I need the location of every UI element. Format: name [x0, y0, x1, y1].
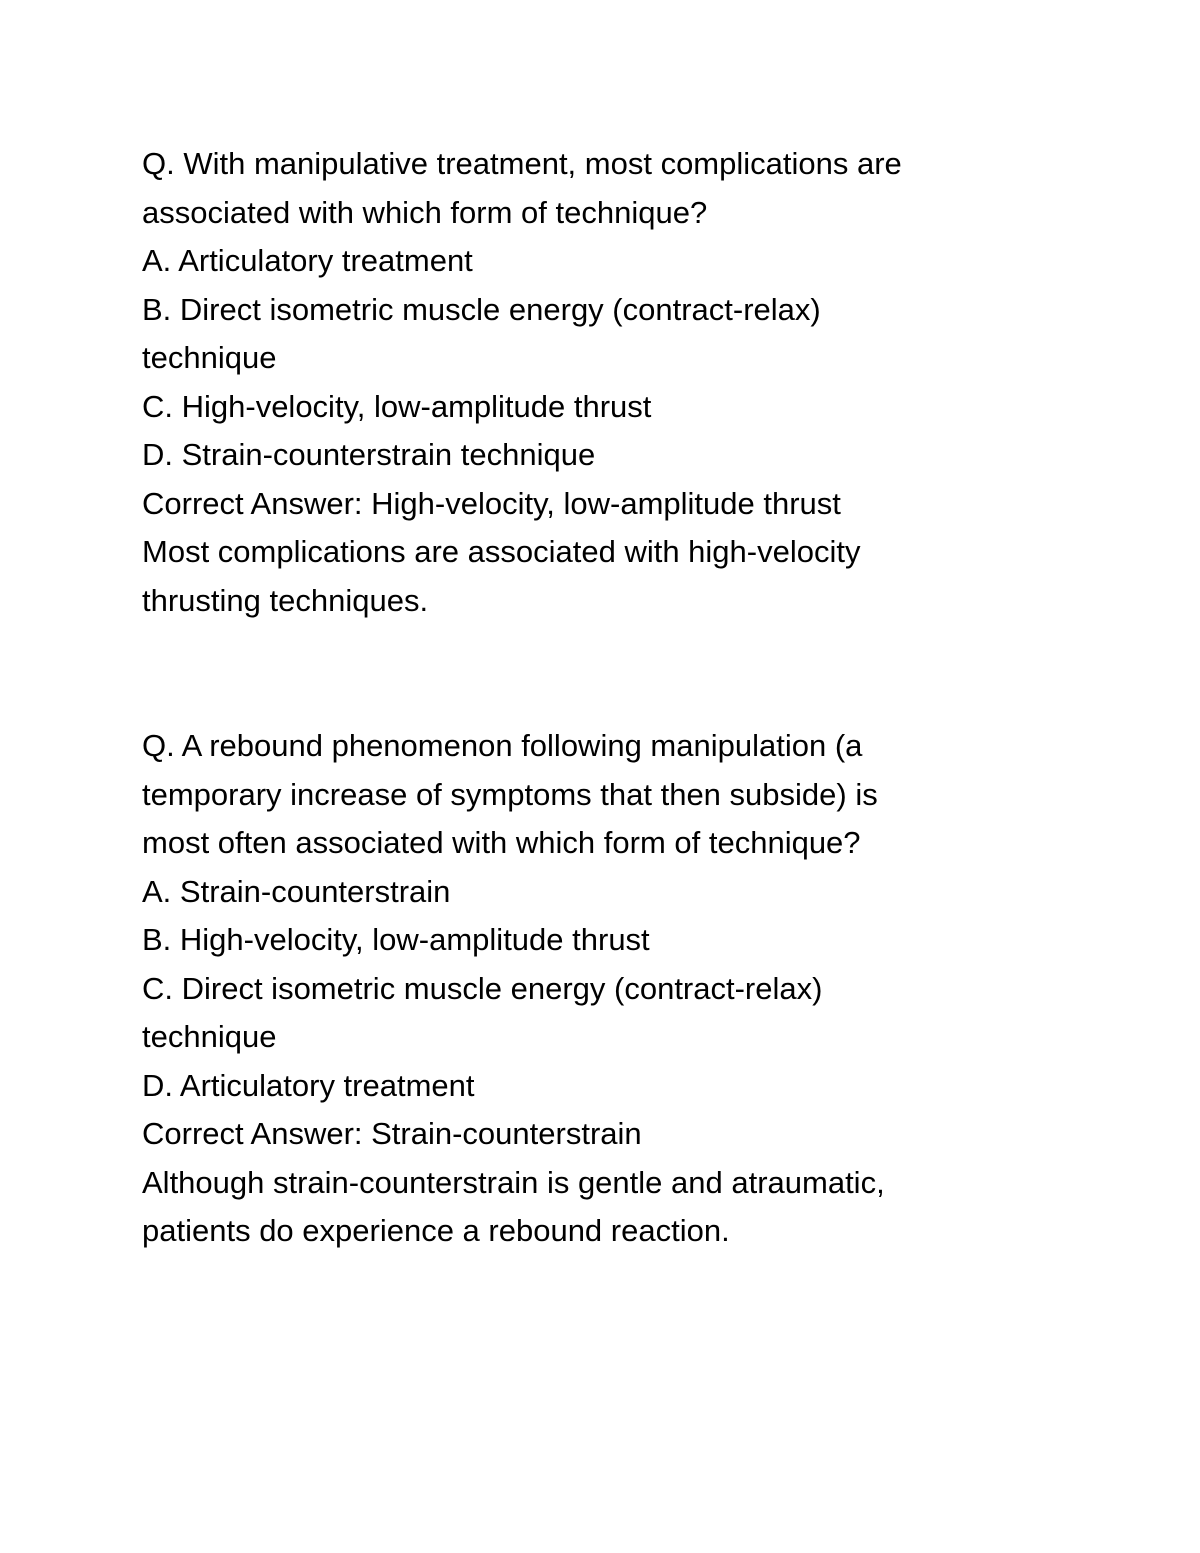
- explanation-line: Although strain-counterstrain is gentle and atraumatic,: [142, 1164, 885, 1200]
- option-d: D. Articulatory treatment: [142, 1067, 475, 1103]
- question-block-1: [142, 140, 1042, 625]
- question-text-line: Q. A rebound phenomenon following manipulation (a: [142, 728, 863, 763]
- option-b-continuation: technique: [142, 340, 277, 375]
- question-text-line: Q. With manipulative treatment, most complications are: [142, 146, 902, 181]
- question-block-2: [142, 722, 1042, 1256]
- option-c-continuation: technique: [142, 1019, 277, 1054]
- explanation-line: Most complications are associated with high-velocity: [142, 534, 861, 569]
- explanation-line: patients do experience a rebound reaction.: [142, 1213, 730, 1248]
- question-text-line: associated with which form of technique?: [142, 194, 708, 230]
- option-b: B. High-velocity, low-amplitude thrust: [142, 922, 650, 957]
- correct-answer: Correct Answer: Strain-counterstrain: [142, 1116, 642, 1151]
- option-b: B. Direct isometric muscle energy (contract-relax): [142, 291, 821, 327]
- explanation-line: thrusting techniques.: [142, 582, 429, 618]
- option-c: C. High-velocity, low-amplitude thrust: [142, 388, 652, 424]
- question-text-line: temporary increase of symptoms that then subside) is: [142, 776, 878, 812]
- correct-answer: Correct Answer: High-velocity, low-amplitude thrust: [142, 485, 841, 521]
- question-text-line: most often associated with which form of technique?: [142, 825, 861, 860]
- option-d: D. Strain-counterstrain technique: [142, 437, 596, 472]
- option-a: A. Strain-counterstrain: [142, 873, 451, 909]
- option-c: C. Direct isometric muscle energy (contract-relax): [142, 970, 823, 1006]
- option-a: A. Articulatory treatment: [142, 243, 473, 278]
